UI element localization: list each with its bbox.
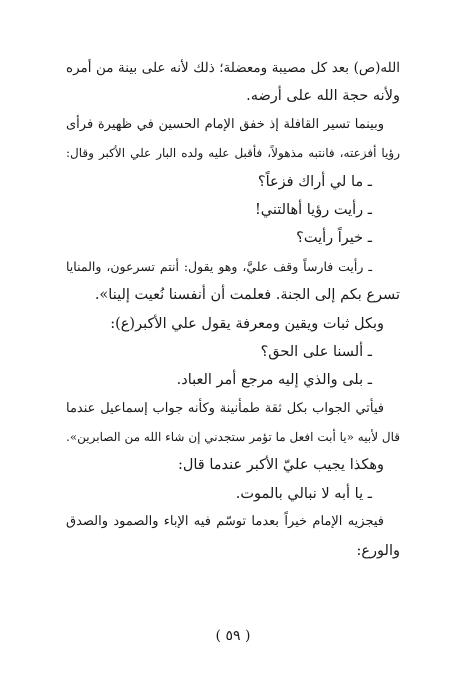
body-text (66, 54, 400, 565)
dialogue-line-2: ـ رأيت رؤيا أهالتني! (254, 201, 372, 218)
text-line-9: تسرع بكم إلى الجنة. فعلمت أن أنفسنا نُعيت إلينا». (94, 287, 400, 304)
text-line-4: رؤيا أفزعته، فانتبه مذهولاً، فأقبل عليه ولده البار علي الأكبر وقال: (66, 146, 400, 161)
text-line-10: وبكل ثبات ويقين ومعرفة يقول علي الأكبر(ع): (110, 315, 384, 332)
dialogue-line-6: ـ بلى والذي إليه مرجع أمر العباد. (176, 372, 372, 389)
dialogue-line-3: ـ خيراً رأيت؟ (296, 230, 372, 247)
text-line-2: ولأنه حجة الله على أرضه. (246, 88, 400, 105)
text-line-1: الله(ص) بعد كل مصيبة ومعضلة؛ ذلك لأنه على بينة من أمره (66, 60, 400, 76)
text-line-15: وهكذا يجيب عليّ الأكبر عندما قال: (177, 457, 384, 474)
text-line-17: فيجزيه الإمام خيراً بعدما توسّم فيه الإباء والصمود والصدق (66, 514, 384, 530)
text-line-18: والورع: (356, 542, 400, 559)
text-line-3: وبينما تسير القافلة إذ خفق الإمام الحسين في ظهيرة فرأى (66, 116, 384, 132)
dialogue-line-7: ـ يا أبه لا نبالي بالموت. (235, 485, 372, 502)
dialogue-line-4: ـ رأيت فارساً وقف عليَّ، وهو يقول: أنتم تسرعون، والمنايا (66, 258, 372, 274)
text-line-14: قال لأبيه «يا أبت افعل ما تؤمر ستجدني إن شاء الله من الصابرين». (66, 430, 400, 445)
dialogue-line-5: ـ ألسنا على الحق؟ (260, 343, 372, 360)
page-number: ( ٥٩ ) (215, 628, 251, 644)
text-line-13: فيأتي الجواب بكل ثقة طمأنينة وكأنه جواب إسماعيل عندما (66, 400, 384, 416)
dialogue-line-1: ـ ما لي أراك فزعاً؟ (257, 173, 372, 190)
